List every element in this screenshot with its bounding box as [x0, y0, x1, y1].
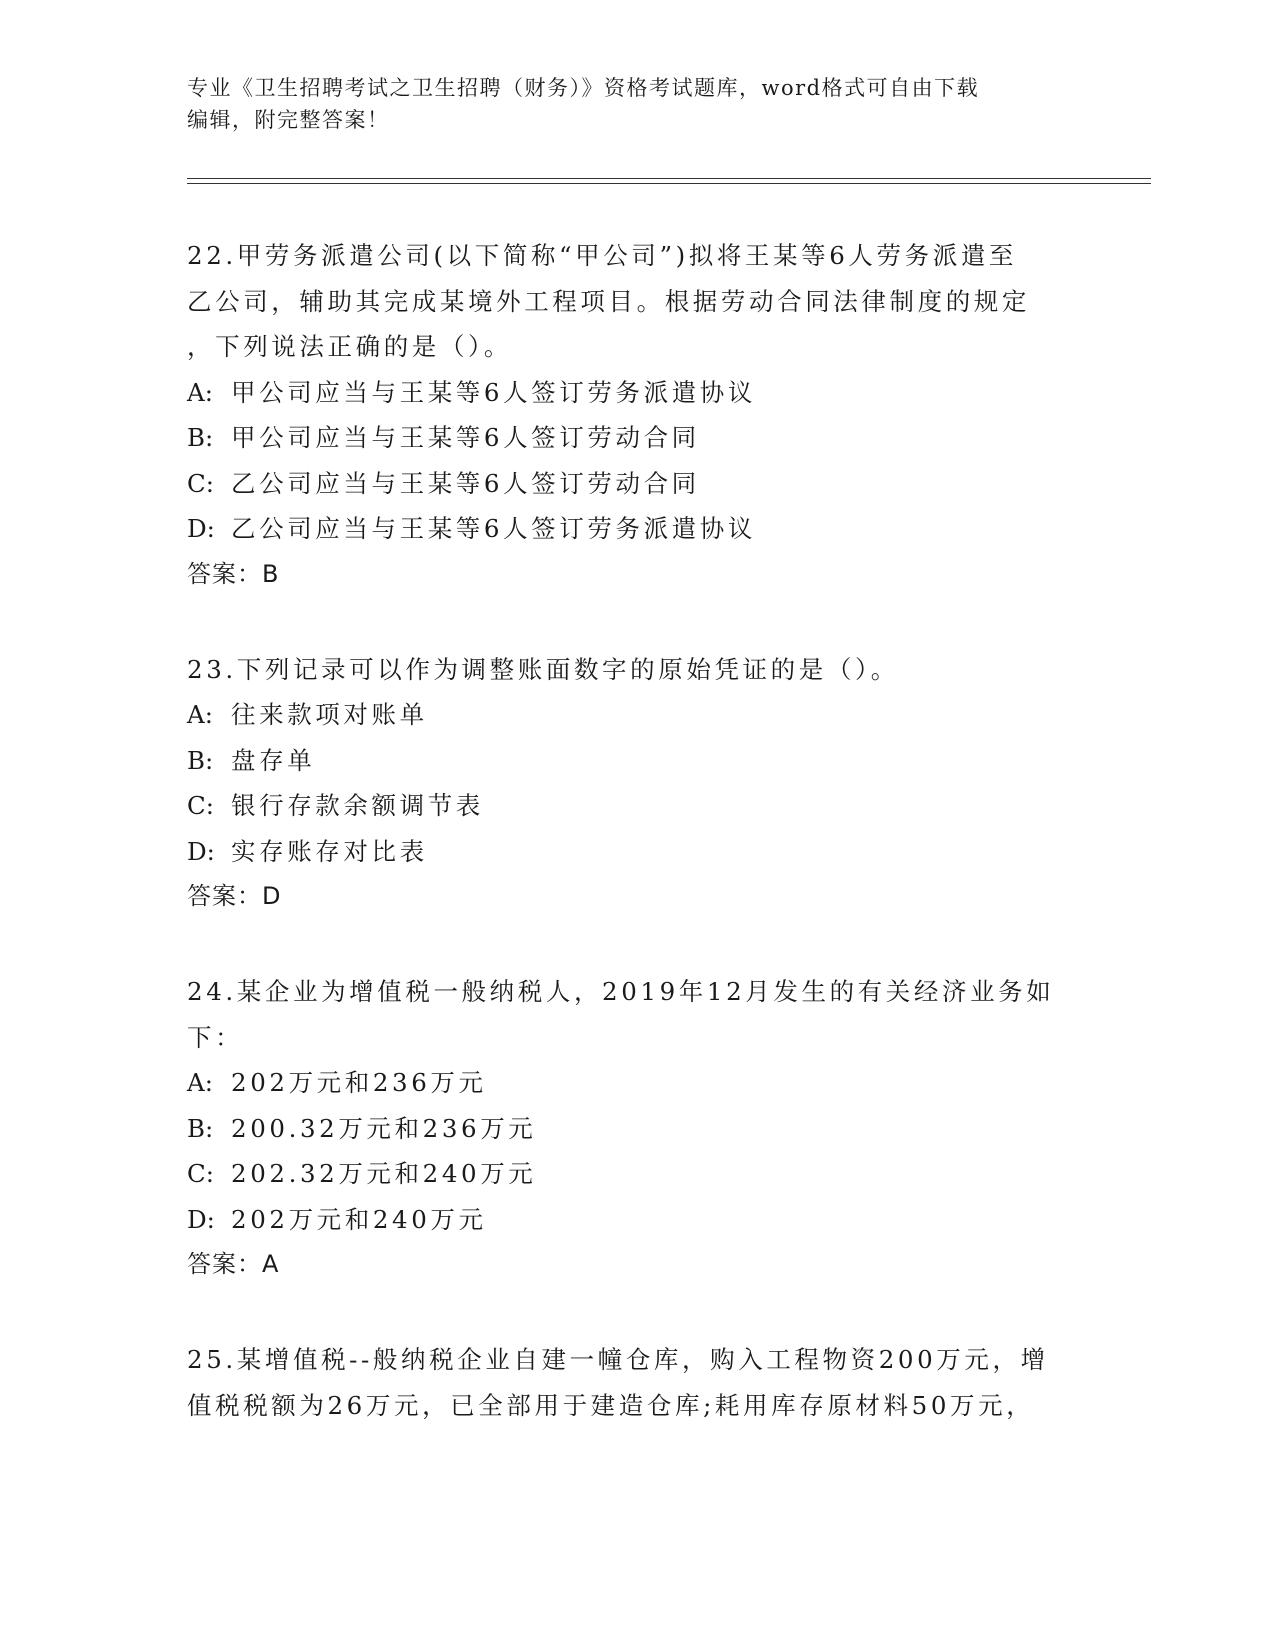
question-list: [187, 233, 1087, 1478]
document-header: [187, 72, 1087, 136]
option-a: [187, 370, 1087, 416]
option-key: A:: [187, 377, 213, 407]
option-b: [187, 738, 1087, 784]
question-stem: [187, 1337, 1087, 1428]
option-key: C:: [187, 468, 215, 498]
option-text: 银行存款余额调节表: [231, 791, 484, 820]
option-key: D:: [187, 1204, 215, 1234]
option-text: 盘存单: [231, 745, 316, 775]
question-stem: [187, 647, 1087, 693]
question-22: [187, 233, 1087, 597]
option-b: [187, 415, 1087, 461]
option-text: 甲公司应当与王某等6人签订劳动合同: [231, 423, 700, 452]
option-text: 202.32万元和240万元: [231, 1159, 537, 1188]
option-key: A:: [187, 1068, 213, 1097]
stem-line: 24.某企业为增值税一般纳税人，2019年12月发生的有关经济业务如: [187, 977, 1055, 1006]
option-key: A:: [187, 700, 213, 729]
question-23: [187, 647, 1087, 920]
stem-line: 下：: [187, 1022, 244, 1052]
option-text: 实存账存对比表: [231, 836, 428, 866]
question-stem: [187, 969, 1087, 1060]
option-key: B:: [187, 1113, 214, 1143]
question-25: [187, 1337, 1087, 1428]
option-text: 200.32万元和236万元: [231, 1113, 537, 1143]
option-a: [187, 1060, 1087, 1106]
option-text: 往来款项对账单: [231, 700, 428, 729]
option-b: [187, 1106, 1087, 1152]
option-c: [187, 1151, 1087, 1197]
option-a: [187, 692, 1087, 738]
answer-line: 答案：B: [187, 559, 280, 588]
option-text: 乙公司应当与王某等6人签订劳动合同: [231, 468, 700, 498]
stem-line: 23.下列记录可以作为调整账面数字的原始凭证的是（）。: [187, 654, 899, 684]
option-text: 202万元和240万元: [231, 1204, 487, 1234]
option-c: [187, 461, 1087, 507]
option-key: B:: [187, 423, 214, 452]
header-line-1: 专业《卫生招聘考试之卫生招聘（财务）》资格考试题库，word格式可自由下载: [187, 76, 980, 100]
option-d: [187, 829, 1087, 875]
stem-line: 值税税额为26万元，已全部用于建造仓库;耗用库存原材料50万元，: [187, 1390, 1035, 1420]
option-c: [187, 783, 1087, 829]
stem-line: 25.某增值税--般纳税企业自建一幢仓库，购入工程物资200万元，增: [187, 1345, 1049, 1374]
answer-line: 答案：D: [187, 882, 282, 910]
option-text: 甲公司应当与王某等6人签订劳务派遣协议: [231, 377, 756, 407]
stem-line: ，下列说法正确的是（）。: [187, 332, 512, 361]
question-stem: [187, 233, 1087, 370]
header-divider-bottom: [187, 183, 1151, 184]
option-key: D:: [187, 514, 215, 543]
answer-line: 答案：A: [187, 1250, 280, 1278]
option-d: [187, 1197, 1087, 1243]
stem-line: 22.甲劳务派遣公司(以下简称“甲公司”)拟将王某等6人劳务派遣至: [187, 241, 1018, 270]
question-24: [187, 969, 1087, 1287]
option-key: C:: [187, 791, 215, 820]
header-line-2: 编辑，附完整答案！: [187, 108, 390, 132]
stem-line: 乙公司，辅助其完成某境外工程项目。根据劳动合同法律制度的规定: [187, 286, 1030, 316]
option-text: 202万元和236万元: [231, 1068, 487, 1097]
option-key: B:: [187, 745, 214, 775]
header-divider-top: [187, 178, 1151, 179]
option-key: C:: [187, 1159, 215, 1188]
option-key: D:: [187, 836, 215, 866]
option-text: 乙公司应当与王某等6人签订劳务派遣协议: [231, 514, 756, 543]
option-d: [187, 506, 1087, 552]
